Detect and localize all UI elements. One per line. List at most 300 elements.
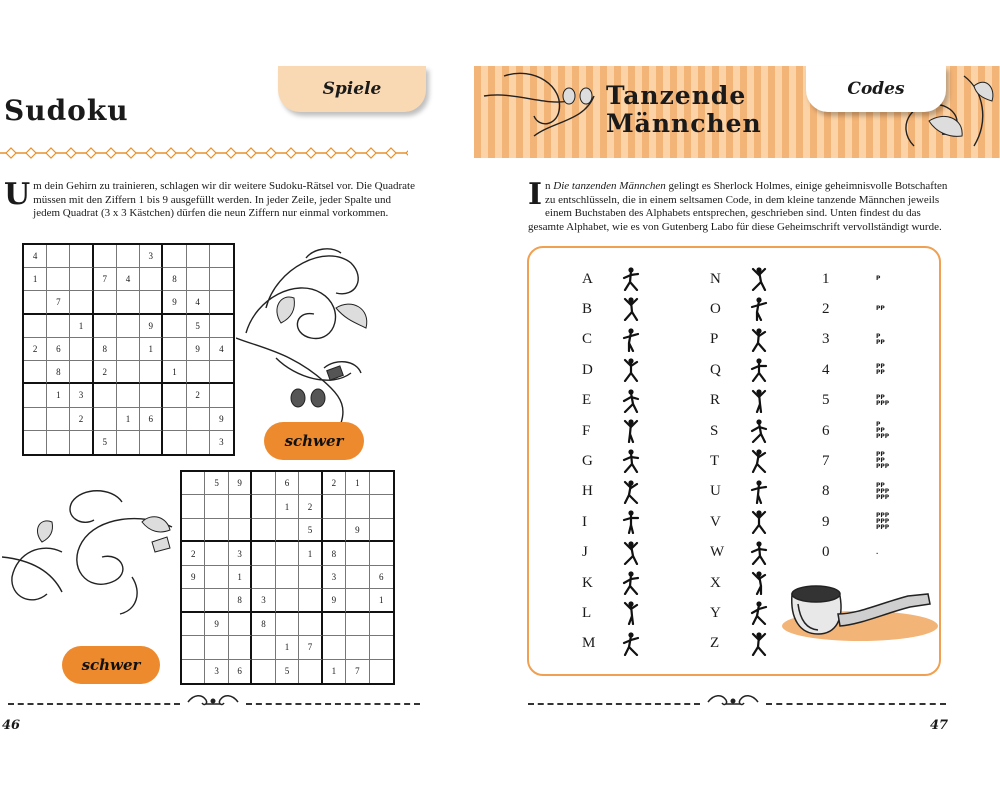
- sudoku-cell: [140, 361, 163, 384]
- sudoku-cell: 9: [229, 472, 252, 495]
- cipher-row: [582, 355, 640, 385]
- sudoku-cell: [252, 566, 275, 589]
- sudoku-cell: [163, 408, 186, 431]
- sudoku-cell: [94, 384, 117, 407]
- sudoku-cell: [163, 431, 186, 454]
- cipher-letter: N: [710, 270, 721, 287]
- cipher-letter: 3: [822, 331, 830, 348]
- sudoku-cell: [187, 268, 210, 291]
- cipher-letter: G: [582, 452, 593, 469]
- cipher-letter: Z: [710, 635, 720, 652]
- cipher-letter: H: [582, 483, 593, 500]
- digit-code: PP PPP PPP: [876, 481, 890, 501]
- sudoku-cell: [210, 268, 233, 291]
- cipher-row: [710, 446, 768, 476]
- page-title-sudoku: Sudoku: [4, 94, 129, 127]
- cipher-row: [822, 477, 889, 507]
- sudoku-cell: [163, 315, 186, 338]
- cipher-letter: M: [582, 635, 596, 652]
- cipher-row: [822, 386, 889, 416]
- dancing-man-icon: [750, 389, 768, 413]
- sudoku-cell: 8: [252, 613, 275, 636]
- sudoku-cell: 7: [47, 291, 70, 314]
- sudoku-cell: [370, 519, 393, 542]
- cipher-letter: D: [582, 361, 593, 378]
- sudoku-cell: [299, 613, 322, 636]
- sudoku-cell: [299, 660, 322, 683]
- sudoku-cell: 1: [163, 361, 186, 384]
- section-tab-label: Spiele: [322, 79, 382, 99]
- sudoku-cell: [205, 519, 228, 542]
- sudoku-cell: [187, 245, 210, 268]
- digit-code: .: [876, 548, 879, 556]
- sudoku-cell: [24, 431, 47, 454]
- dancing-man-icon: [750, 480, 768, 504]
- sudoku-cell: [205, 542, 228, 565]
- ornament-divider-icon: [0, 146, 408, 160]
- sudoku-cell: [117, 315, 140, 338]
- dancing-man-icon: [622, 510, 640, 534]
- cipher-letter: V: [710, 513, 721, 530]
- sudoku-cell: [323, 636, 346, 659]
- sudoku-cell: [117, 245, 140, 268]
- sudoku-cell: [94, 408, 117, 431]
- drop-cap: U: [4, 177, 31, 212]
- dancing-man-icon: [622, 480, 640, 504]
- cipher-letter: C: [582, 331, 593, 348]
- dancing-man-icon: [622, 571, 640, 595]
- sudoku-cell: [187, 408, 210, 431]
- cipher-row: [710, 507, 768, 537]
- sudoku-cell: 3: [252, 589, 275, 612]
- sudoku-cell: 2: [323, 472, 346, 495]
- sudoku-cell: 9: [205, 613, 228, 636]
- title-line-2: Männchen: [606, 109, 762, 138]
- sudoku-cell: [47, 408, 70, 431]
- cipher-row: [582, 264, 640, 294]
- cipher-row: [822, 325, 885, 355]
- dancing-man-icon: [622, 541, 640, 565]
- sudoku-cell: [346, 613, 369, 636]
- cipher-row: [582, 538, 640, 568]
- cipher-row: [710, 477, 768, 507]
- sudoku-cell: [24, 315, 47, 338]
- sudoku-cell: [70, 268, 93, 291]
- cipher-letter: U: [710, 483, 721, 500]
- page-number-left: 46: [2, 718, 21, 733]
- cipher-row: [710, 355, 768, 385]
- sudoku-cell: 6: [370, 566, 393, 589]
- sudoku-cell: 1: [276, 636, 299, 659]
- intro-text-post: gelingt es Sherlock Holmes, einige geheimnisvolle Botschaften zu entschlüsseln, die in einem seltsamen Code, in dem kleine tanzende Männchen jeweils einem Buchstaben des Alphabets entsprechen, geschrieben sind. Unten findest du das gesamte Alphabet, wie es von Gutenberg Labo für diese Geheimschrift vervollständigt wurde.: [528, 180, 948, 233]
- sudoku-cell: [94, 315, 117, 338]
- cipher-row: [822, 507, 889, 537]
- cipher-letter: 9: [822, 513, 830, 530]
- sudoku-cell: [24, 361, 47, 384]
- cipher-letter: S: [710, 422, 719, 439]
- sudoku-cell: 3: [140, 245, 163, 268]
- sudoku-cell: [140, 384, 163, 407]
- sudoku-cell: [117, 291, 140, 314]
- sudoku-cell: 7: [299, 636, 322, 659]
- sudoku-cell: [276, 589, 299, 612]
- sudoku-cell: 9: [346, 519, 369, 542]
- sudoku-cell: [346, 566, 369, 589]
- section-tab-label: Codes: [847, 79, 905, 99]
- sudoku-cell: 9: [210, 408, 233, 431]
- sudoku-cell: 1: [229, 566, 252, 589]
- sudoku-cell: 1: [299, 542, 322, 565]
- sudoku-cell: 2: [187, 384, 210, 407]
- sudoku-cell: [323, 495, 346, 518]
- cipher-row: [582, 629, 640, 659]
- sudoku-cell: [299, 589, 322, 612]
- sudoku-cell: [210, 315, 233, 338]
- sudoku-cell: [182, 589, 205, 612]
- difficulty-label-2: schwer: [62, 646, 160, 684]
- sudoku-cell: [163, 338, 186, 361]
- sudoku-cell: [47, 315, 70, 338]
- cipher-letter: L: [582, 604, 592, 621]
- cipher-row: [582, 294, 640, 324]
- cipher-letter: E: [582, 392, 592, 409]
- book-title: Die tanzenden Männchen: [553, 180, 666, 192]
- sudoku-cell: [182, 495, 205, 518]
- sudoku-cell: [140, 291, 163, 314]
- dancing-man-icon: [750, 571, 768, 595]
- sudoku-cell: [252, 495, 275, 518]
- dancing-man-icon: [622, 358, 640, 382]
- dancing-man-icon: [622, 449, 640, 473]
- dancing-man-icon: [750, 601, 768, 625]
- cipher-row: [582, 386, 640, 416]
- cipher-letter: 7: [822, 452, 830, 469]
- dancing-man-icon: [750, 358, 768, 382]
- footer-dashed-line: [528, 703, 700, 707]
- cipher-letter: 0: [822, 544, 830, 561]
- dancing-man-icon: [750, 449, 768, 473]
- sudoku-cell: 5: [94, 431, 117, 454]
- cipher-row: [582, 477, 640, 507]
- sudoku-cell: 4: [24, 245, 47, 268]
- sudoku-cell: [229, 613, 252, 636]
- dancing-man-icon: [750, 541, 768, 565]
- sudoku-cell: 1: [117, 408, 140, 431]
- cipher-row: [710, 598, 768, 628]
- cipher-row: [710, 629, 768, 659]
- sudoku-cell: 5: [276, 660, 299, 683]
- sudoku-grid-1: [22, 243, 235, 456]
- sudoku-cell: [252, 636, 275, 659]
- sudoku-cell: [370, 636, 393, 659]
- sudoku-cell: 7: [346, 660, 369, 683]
- sudoku-cell: [210, 361, 233, 384]
- cipher-row: [582, 416, 640, 446]
- sudoku-cell: [140, 431, 163, 454]
- ornamental-scroll-icon: [2, 482, 178, 622]
- cipher-row: [582, 507, 640, 537]
- sudoku-cell: [323, 613, 346, 636]
- sudoku-cell: 2: [299, 495, 322, 518]
- dancing-man-icon: [750, 419, 768, 443]
- sudoku-cell: [47, 268, 70, 291]
- digit-code: PP PP PPP: [876, 451, 890, 471]
- sudoku-cell: [205, 589, 228, 612]
- cipher-letter: R: [710, 392, 721, 409]
- sudoku-cell: [299, 566, 322, 589]
- sudoku-cell: [163, 384, 186, 407]
- sudoku-cell: [229, 495, 252, 518]
- cipher-row: [710, 325, 768, 355]
- sudoku-cell: 9: [163, 291, 186, 314]
- sudoku-cell: [370, 542, 393, 565]
- cipher-row: [822, 294, 885, 324]
- sudoku-cell: 5: [205, 472, 228, 495]
- sudoku-cell: [323, 519, 346, 542]
- sudoku-cell: 9: [182, 566, 205, 589]
- sudoku-cell: 8: [47, 361, 70, 384]
- sudoku-cell: [370, 495, 393, 518]
- sudoku-cell: [182, 519, 205, 542]
- cipher-letter: P: [710, 331, 719, 348]
- sudoku-cell: 3: [70, 384, 93, 407]
- cipher-row: [822, 264, 880, 294]
- intro-paragraph-right: [528, 177, 948, 234]
- ornamental-scroll-icon: [236, 238, 376, 438]
- sudoku-cell: [252, 519, 275, 542]
- sudoku-cell: 1: [47, 384, 70, 407]
- title-line-1: Tanzende: [606, 81, 747, 110]
- digit-code: PP PP: [876, 363, 885, 377]
- cipher-letter: J: [582, 544, 588, 561]
- sudoku-cell: [370, 613, 393, 636]
- sudoku-cell: 5: [187, 315, 210, 338]
- sudoku-cell: [205, 495, 228, 518]
- dancing-man-icon: [622, 419, 640, 443]
- cipher-letter: 4: [822, 361, 830, 378]
- sudoku-cell: [229, 636, 252, 659]
- dancing-man-icon: [622, 267, 640, 291]
- cipher-row: [710, 416, 768, 446]
- page-number-right: 47: [930, 718, 949, 733]
- intro-paragraph-left: [4, 177, 416, 221]
- cipher-letter: W: [710, 544, 725, 561]
- sudoku-cell: [24, 408, 47, 431]
- cipher-row: [582, 325, 640, 355]
- cipher-letter: 2: [822, 300, 830, 317]
- sudoku-cell: [276, 566, 299, 589]
- sudoku-cell: [205, 636, 228, 659]
- sudoku-cell: 6: [229, 660, 252, 683]
- intro-text-pre: n: [545, 180, 554, 192]
- sudoku-cell: 8: [94, 338, 117, 361]
- digit-code: PPP PPP PPP: [876, 512, 890, 532]
- cipher-letter: A: [582, 270, 593, 287]
- sudoku-cell: [210, 245, 233, 268]
- sudoku-cell: 8: [163, 268, 186, 291]
- intro-text: m dein Gehirn zu trainieren, schlagen wir dir weitere Sudoku-Rätsel vor. Die Quadrate müssen mit den Ziffern 1 bis 9 ausgefüllt werden. In jeder Zeile, jeder Spalte und jedem Quadrat (3 x 3 Kästchen) dürfen die neun Ziffern nur einmal vorkommen.: [33, 180, 415, 219]
- cipher-letter: 5: [822, 392, 830, 409]
- sudoku-cell: 2: [70, 408, 93, 431]
- footer-dashed-line: [766, 703, 946, 707]
- sudoku-cell: [346, 636, 369, 659]
- page-title-tanzende-maennchen: [606, 82, 762, 138]
- sudoku-cell: [210, 384, 233, 407]
- sudoku-cell: [163, 245, 186, 268]
- cipher-row: [822, 538, 878, 568]
- cipher-row: [582, 568, 640, 598]
- sudoku-cell: [205, 566, 228, 589]
- pipe-icon: [778, 574, 938, 644]
- sudoku-cell: [182, 636, 205, 659]
- difficulty-label-1: schwer: [264, 422, 364, 460]
- cipher-letter: T: [710, 452, 720, 469]
- sudoku-cell: 2: [94, 361, 117, 384]
- sudoku-cell: [24, 384, 47, 407]
- sudoku-cell: 1: [370, 589, 393, 612]
- ornament-divider-icon: [184, 692, 242, 712]
- sudoku-cell: 3: [205, 660, 228, 683]
- sudoku-cell: 2: [182, 542, 205, 565]
- sudoku-cell: 3: [229, 542, 252, 565]
- sudoku-cell: [47, 245, 70, 268]
- sudoku-cell: 1: [323, 660, 346, 683]
- sudoku-cell: 6: [47, 338, 70, 361]
- sudoku-cell: 9: [323, 589, 346, 612]
- cipher-letter: O: [710, 300, 721, 317]
- sudoku-cell: 5: [299, 519, 322, 542]
- sudoku-cell: 2: [24, 338, 47, 361]
- sudoku-cell: [299, 472, 322, 495]
- cipher-row: [582, 598, 640, 628]
- sudoku-cell: 1: [140, 338, 163, 361]
- sudoku-cell: [276, 613, 299, 636]
- ornament-divider-icon: [704, 692, 762, 712]
- sudoku-cell: [187, 431, 210, 454]
- sudoku-cell: [346, 589, 369, 612]
- sudoku-cell: [70, 245, 93, 268]
- drop-cap: I: [528, 177, 543, 212]
- sudoku-cell: 4: [210, 338, 233, 361]
- sudoku-cell: [70, 338, 93, 361]
- digit-code: PP: [876, 305, 885, 313]
- dancing-man-icon: [750, 510, 768, 534]
- sudoku-cell: 8: [229, 589, 252, 612]
- sudoku-cell: [140, 268, 163, 291]
- sudoku-cell: 6: [276, 472, 299, 495]
- sudoku-cell: [70, 431, 93, 454]
- sudoku-cell: [229, 519, 252, 542]
- sudoku-cell: 9: [140, 315, 163, 338]
- sudoku-cell: [117, 384, 140, 407]
- sudoku-cell: [252, 472, 275, 495]
- dancing-man-icon: [750, 328, 768, 352]
- footer-dashed-line: [8, 703, 180, 707]
- digit-code: P: [876, 275, 881, 282]
- dancing-man-icon: [622, 632, 640, 656]
- sudoku-cell: [70, 361, 93, 384]
- cipher-letter: 1: [822, 270, 830, 287]
- cipher-letter: B: [582, 300, 593, 317]
- sudoku-cell: 8: [323, 542, 346, 565]
- sudoku-cell: [182, 472, 205, 495]
- cipher-row: [582, 446, 640, 476]
- sudoku-cell: [47, 431, 70, 454]
- sudoku-cell: [70, 291, 93, 314]
- cipher-letter: Q: [710, 361, 721, 378]
- sudoku-cell: 7: [94, 268, 117, 291]
- sudoku-cell: 9: [187, 338, 210, 361]
- sudoku-cell: [117, 338, 140, 361]
- cipher-row: [710, 568, 768, 598]
- sudoku-cell: [252, 660, 275, 683]
- cipher-letter: K: [582, 574, 593, 591]
- cipher-row: [710, 386, 768, 416]
- dancing-man-icon: [622, 328, 640, 352]
- digit-code: PP PPP: [876, 393, 890, 407]
- cipher-letter: 8: [822, 483, 830, 500]
- sudoku-cell: 1: [70, 315, 93, 338]
- footer-dashed-line: [246, 703, 420, 707]
- sudoku-cell: 3: [219, 437, 224, 448]
- sudoku-cell: [94, 291, 117, 314]
- sudoku-cell: [370, 472, 393, 495]
- cipher-letter: 6: [822, 422, 830, 439]
- sudoku-cell: [252, 542, 275, 565]
- sudoku-grid-2: [180, 470, 395, 685]
- sudoku-cell: 4: [117, 268, 140, 291]
- cipher-letter: I: [582, 513, 587, 530]
- cipher-letter: X: [710, 574, 721, 591]
- sudoku-cell: [346, 495, 369, 518]
- cipher-row: [710, 264, 768, 294]
- sudoku-cell: [187, 361, 210, 384]
- sudoku-cell: [182, 660, 205, 683]
- sudoku-cell: [117, 431, 140, 454]
- sudoku-cell: 3: [323, 566, 346, 589]
- cipher-row: [822, 355, 885, 385]
- cipher-row: [710, 538, 768, 568]
- digit-code: P PP PPP: [876, 421, 890, 440]
- sudoku-cell: 6: [140, 408, 163, 431]
- dancing-man-icon: [622, 297, 640, 321]
- cipher-row: [822, 446, 889, 476]
- dancing-man-icon: [750, 267, 768, 291]
- sudoku-cell: 1: [346, 472, 369, 495]
- cipher-letter: Y: [710, 604, 721, 621]
- sudoku-cell: [117, 361, 140, 384]
- sudoku-cell: [182, 613, 205, 636]
- cipher-row: [822, 416, 889, 446]
- sudoku-cell: 4: [187, 291, 210, 314]
- dancing-man-icon: [750, 297, 768, 321]
- section-tab-codes: [806, 66, 946, 112]
- dancing-man-icon: [622, 389, 640, 413]
- cipher-row: [710, 294, 768, 324]
- sudoku-cell: 1: [24, 268, 47, 291]
- dancing-man-icon: [750, 632, 768, 656]
- sudoku-cell: [370, 660, 393, 683]
- section-tab-spiele: [278, 66, 426, 112]
- digit-code: P PP: [876, 332, 885, 346]
- sudoku-cell: 1: [276, 495, 299, 518]
- sudoku-cell: [210, 291, 233, 314]
- cipher-letter: F: [582, 422, 591, 439]
- sudoku-cell: [346, 542, 369, 565]
- sudoku-cell: [276, 519, 299, 542]
- sudoku-cell: [276, 542, 299, 565]
- sudoku-cell: [24, 291, 47, 314]
